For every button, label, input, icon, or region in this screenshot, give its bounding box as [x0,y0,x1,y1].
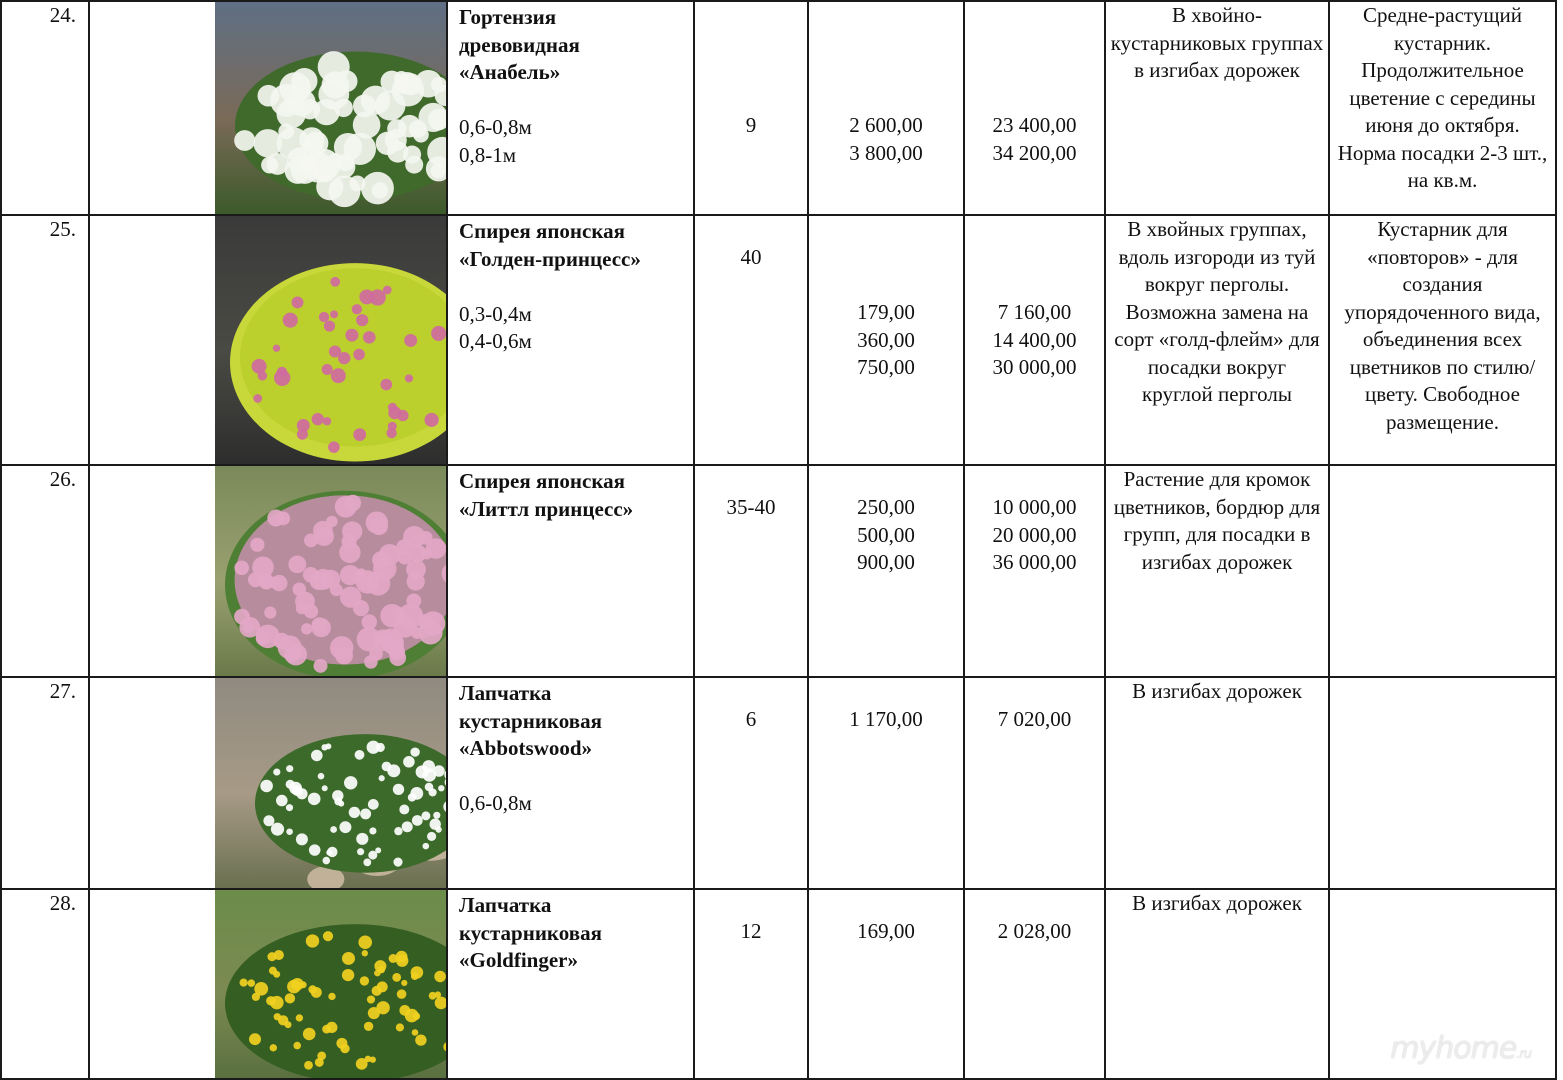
total-value: 14 400,00 [992,327,1077,352]
placement-cell: В хвойных группах, вдоль изгороди из туй вокруг перголы. Возможна замена на сорт «голд-флейм» для посадки вокруг круглой перголы [1105,215,1329,465]
quantity-value: 6 [745,707,757,731]
quantity-value: 40 [740,245,762,269]
plant-name-cell [447,1,694,215]
plant-title: Спирея японская «Литтл принцесс» [459,469,634,521]
quantity-value: 35-40 [726,495,776,519]
total-cell [964,215,1105,465]
total-value: 7 020,00 [997,707,1072,731]
price-cell [808,1,964,215]
notes-cell [1329,677,1556,889]
photo-cell [89,215,447,465]
price-value: 360,00 [857,327,915,352]
total-value: 10 000,00 [992,495,1077,519]
placement-cell: В хвойно-кустарниковых группах в изгибах дорожек [1105,1,1329,215]
notes-cell: Средне-растущий кустарник. Продолжительное цветение с середины июня до октября. Норма посадки 2-3 шт., на кв.м. [1329,1,1556,215]
quantity-cell [694,215,808,465]
quantity-cell [694,677,808,889]
potentilla-abbotswood-photo [215,678,447,888]
price-value: 250,00 [857,495,915,519]
table-row [1,1,1556,215]
price-value: 2 600,00 [849,113,923,137]
price-cell [808,889,964,1079]
watermark: myhome.ru [1390,1031,1531,1066]
plant-size: 0,6-0,8м [459,791,532,815]
total-cell [964,677,1105,889]
photo-cell [89,677,447,889]
plant-size: 0,6-0,8м [459,115,532,139]
placement-cell: В изгибах дорожек [1105,889,1329,1079]
row-number: 24. [1,1,89,215]
price-value: 3 800,00 [849,140,923,165]
total-cell [964,1,1105,215]
plant-size: 0,4-0,6м [459,329,532,353]
photo-cell [89,1,447,215]
price-cell [808,677,964,889]
notes-cell [1329,465,1556,677]
total-value: 30 000,00 [992,355,1077,379]
potentilla-goldfinger-photo [215,890,447,1078]
quantity-value: 12 [740,919,762,943]
row-number: 28. [1,889,89,1079]
plant-title: Спирея японская «Голден-принцесс» [459,219,641,271]
total-cell [964,889,1105,1079]
placement-cell: В изгибах дорожек [1105,677,1329,889]
row-number: 26. [1,465,89,677]
placement-cell: Растение для кромок цветников, бордюр для групп, для посадки в изгибах дорожек [1105,465,1329,677]
table-row [1,215,1556,465]
notes-cell: Кустарник для «повторов» - для создания упорядоченного вида, объединения всех цветников по стилю/цвету. Свободное размещение. [1329,215,1556,465]
quantity-cell [694,465,808,677]
plant-size: 0,8-1м [459,142,517,167]
price-value: 169,00 [857,919,915,943]
photo-cell [89,889,447,1079]
table-row [1,677,1556,889]
total-value: 23 400,00 [992,113,1077,137]
plant-name-cell [447,889,694,1079]
price-value: 179,00 [857,300,915,324]
total-value: 36 000,00 [992,550,1077,574]
table-row [1,465,1556,677]
total-value: 2 028,00 [997,919,1072,943]
row-number: 25. [1,215,89,465]
quantity-value: 9 [745,113,757,137]
hydrangea-annabelle-photo [215,2,447,214]
table-row [1,889,1556,1079]
price-value: 500,00 [857,522,915,547]
total-value: 20 000,00 [992,522,1077,547]
total-cell [964,465,1105,677]
total-value: 7 160,00 [997,300,1072,324]
plant-name-cell [447,465,694,677]
price-cell [808,215,964,465]
plant-title: Гортензия древовидная «Анабель» [459,5,580,84]
spirea-little-princess-photo [215,466,447,676]
spirea-golden-princess-photo [215,216,447,464]
photo-cell [89,465,447,677]
plant-title: Лапчатка кустарниковая «Abbotswood» [459,681,602,760]
price-value: 1 170,00 [849,707,923,731]
price-cell [808,465,964,677]
plant-title: Лапчатка кустарниковая «Goldfinger» [459,893,602,972]
row-number: 27. [1,677,89,889]
total-value: 34 200,00 [992,140,1077,165]
plant-name-cell [447,215,694,465]
quantity-cell [694,1,808,215]
quantity-cell [694,889,808,1079]
price-value: 750,00 [857,355,915,379]
price-value: 900,00 [857,550,915,574]
plant-name-cell [447,677,694,889]
plant-size: 0,3-0,4м [459,301,532,326]
